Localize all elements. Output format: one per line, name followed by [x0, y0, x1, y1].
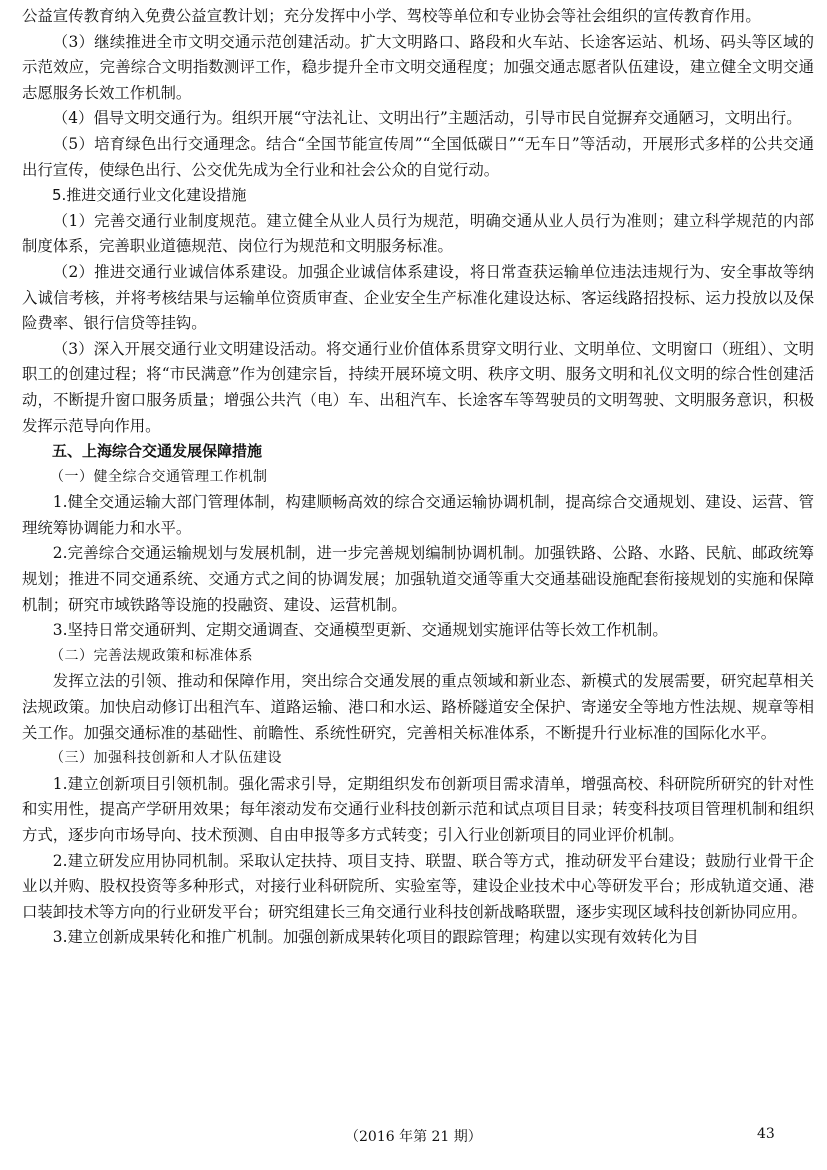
paragraph: 3.坚持日常交通研判、定期交通调查、交通模型更新、交通规划实施评估等长效工作机制。 — [52, 621, 668, 640]
page-number: 43 — [757, 1126, 775, 1142]
paragraph: 1.健全交通运输大部门管理体制，构建顺畅高效的综合交通运输协调机制，提高综合交通规划、建设、运营、管理统筹协调能力和水平。 — [22, 493, 814, 537]
paragraph: 发挥立法的引领、推动和保障作用，突出综合交通发展的重点领域和新业态、新模式的发展需要，研究起草相关法规政策。加快启动修订出租汽车、道路运输、港口和水运、路桥隧道安全保护、寄递安全等地方性法规、规章等相关工作。加强交通标准的基础性、前瞻性、系统性研究，完善相关标准体系，不断提升行业标准的国际化水平。 — [22, 672, 814, 742]
paragraph: （1）完善交通行业制度规范。建立健全从业人员行为规范，明确交通从业人员行为准则；建立科学规范的内部制度体系，完善职业道德规范、岗位行为规范和文明服务标准。 — [22, 211, 814, 256]
paragraph: 2.完善综合交通运输规划与发展机制，进一步完善规划编制协调机制。加强铁路、公路、水路、民航、邮政统筹规划；推进不同交通系统、交通方式之间的协调发展；加强轨道交通等重大交通基础设施配套衔接规划的实施和保障机制；研究市域铁路等设施的投融资、建设、运营机制。 — [22, 544, 814, 614]
paragraph: （4）倡导文明交通行为。组织开展“守法礼让、文明出行”主题活动，引导市民自觉摒弃交通陋习，文明出行。 — [52, 109, 802, 128]
section-heading: （一）健全综合交通管理工作机制 — [50, 468, 268, 485]
paragraph: 公益宣传教育纳入免费公益宣教计划；充分发挥中小学、驾校等单位和专业协会等社会组织的宣传教育作用。 — [22, 7, 761, 25]
paragraph: 2.建立研发应用协同机制。采取认定扶持、项目支持、联盟、联合等方式，推动研发平台建设；鼓励行业骨干企业以并购、股权投资等多种形式，对接行业科研院所、实验室等，建设企业技术中心等研发平台；形成轨道交通、港口装卸技术等方向的行业研发平台；研究组建长三角交通行业科技创新战略联盟，逐步实现区域科技创新协同应用。 — [22, 851, 814, 921]
paragraph: 1.建立创新项目引领机制。强化需求引导，定期组织发布创新项目需求清单，增强高校、科研院所研究的针对性和实用性，提高产学研用效果；每年滚动发布交通行业科技创新示范和试点项目目录；转变科技项目管理机制和组织方式，逐步向市场导向、技术预测、自由申报等多方式转变；引入行业创新项目的同业评价机制。 — [22, 774, 814, 844]
section-heading: 5.推进交通行业文化建设措施 — [52, 186, 247, 205]
section-heading: 五、上海综合交通发展保障措施 — [52, 442, 263, 461]
paragraph: （5）培育绿色出行交通理念。结合“全国节能宣传周”“全国低碳日”“无车日”等活动，开展形式多样的公共交通出行宣传，使绿色出行、公交优先成为全行业和社会公众的自觉行动。 — [22, 134, 814, 179]
section-heading: （三）加强科技创新和人才队伍建设 — [50, 750, 282, 767]
paragraph: （3）深入开展交通行业文明建设活动。将交通行业价值体系贯穿文明行业、文明单位、文明窗口（班组）、文明职工的创建过程；将“市民满意”作为创建宗旨，持续开展环境文明、秩序文明、服务文明和礼仪文明的综合性创建活动，不断提升窗口服务质量；增强公共汽（电）车、出租汽车、长途客车等驾驶员的文明驾驶、文明服务意识，积极发挥示范导向作用。 — [22, 339, 814, 435]
paragraph: （3）继续推进全市文明交通示范创建活动。扩大文明路口、路段和火车站、长途客运站、机场、码头等区域的示范效应，完善综合文明指数测评工作，稳步提升全市文明交通程度；加强交通志愿者队伍建设，建立健全文明交通志愿服务长效工作机制。 — [22, 32, 814, 102]
page-footer — [0, 1126, 827, 1150]
issue-label: （2016 年第 21 期） — [345, 1129, 482, 1145]
paragraph: （2）推进交通行业诚信体系建设。加强企业诚信体系建设，将日常查获运输单位违法违规行为、安全事故等纳入诚信考核，并将考核结果与运输单位资质审查、企业安全生产标准化建设达标、客运线路招投标、运力投放以及保险费率、银行信贷等挂钩。 — [22, 262, 814, 333]
paragraph: 3.建立创新成果转化和推广机制。加强创新成果转化项目的跟踪管理；构建以实现有效转化为目 — [52, 928, 699, 947]
section-heading: （二）完善法规政策和标准体系 — [50, 647, 253, 664]
document-body — [22, 4, 814, 951]
